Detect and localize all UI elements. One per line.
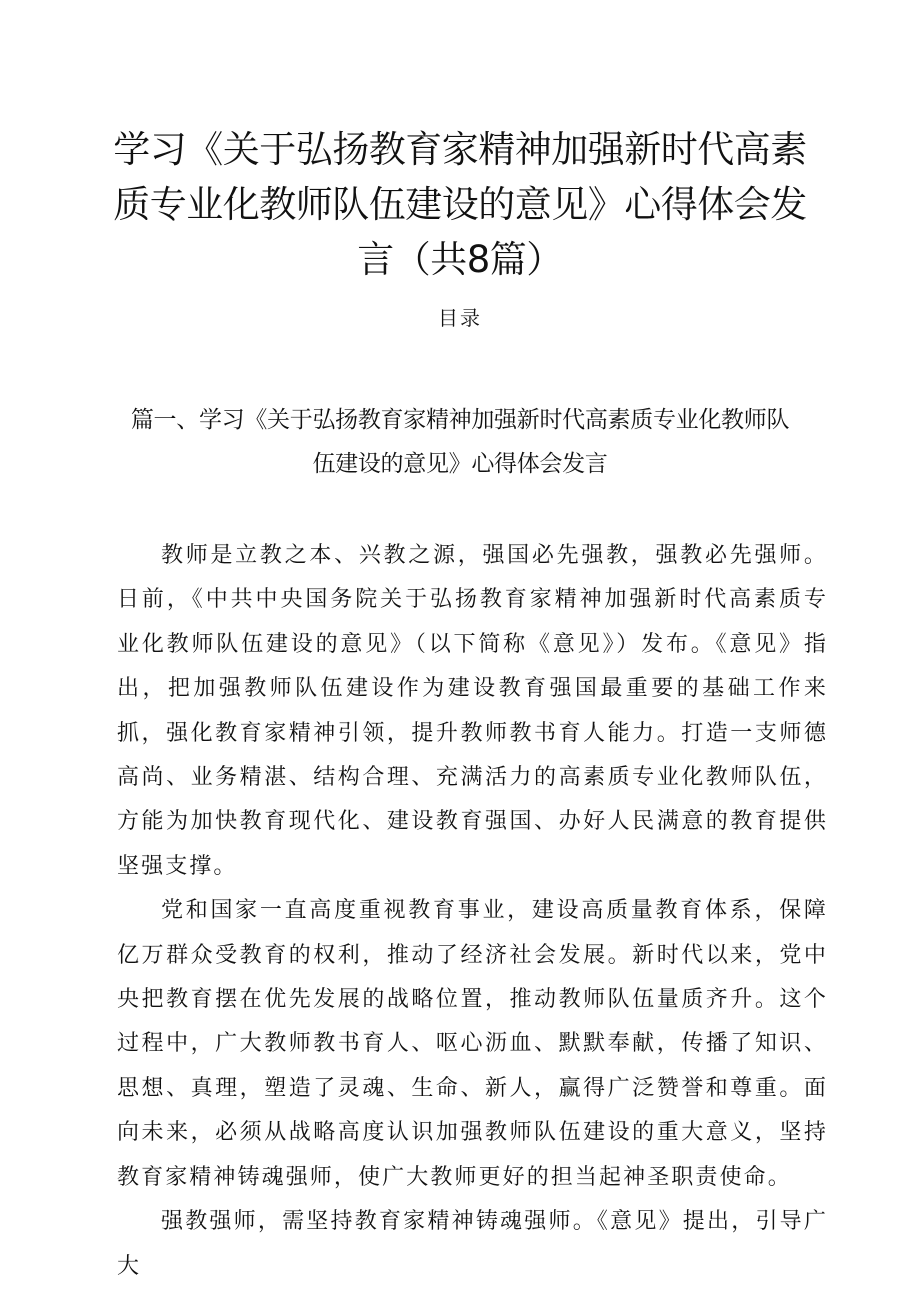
- document-title: 学习《关于弘扬教育家精神加强新时代高素质专业化教师队伍建设的意见》心得体会发言（共8篇）: [113, 128, 807, 281]
- section-heading: 篇一、学习《关于弘扬教育家精神加强新时代高素质专业化教师队伍建设的意见》心得体会发言: [130, 407, 790, 477]
- paragraph-1: 教师是立教之本、兴教之源，强国必先强教，强教必先强师。日前，《中共中央国务院关于弘扬教育家精神加强新时代高素质专业化教师队伍建设的意见》（以下简称《意见》）发布。《意见》指出，把加强教师队伍建设作为建设教育强国最重要的基础工作来抓，强化教育家精神引领，提升教师教书育人能力。打造一支师德高尚、业务精湛、结构合理、充满活力的高素质专业化教师队伍，方能为加快教育现代化、建设教育强国、办好人民满意的教育提供坚强支撑。: [117, 543, 828, 879]
- body-text: [117, 534, 828, 1289]
- paragraph-3: 强教强师，需坚持教育家精神铸魂强师。《意见》提出，引导广大: [117, 1209, 828, 1279]
- toc-label: 目录: [438, 306, 482, 330]
- paragraph-2: 党和国家一直高度重视教育事业，建设高质量教育体系，保障亿万群众受教育的权利，推动了经济社会发展。新时代以来，党中央把教育摆在优先发展的战略位置，推动教师队伍量质齐升。这个过程中，广大教师教书育人、呕心沥血、默默奉献，传播了知识、思想、真理，塑造了灵魂、生命、新人，赢得广泛赞誉和尊重。面向未来，必须从战略高度认识加强教师队伍建设的重大意义，坚持教育家精神铸魂强师，使广大教师更好的担当起神圣职责使命。: [117, 898, 828, 1190]
